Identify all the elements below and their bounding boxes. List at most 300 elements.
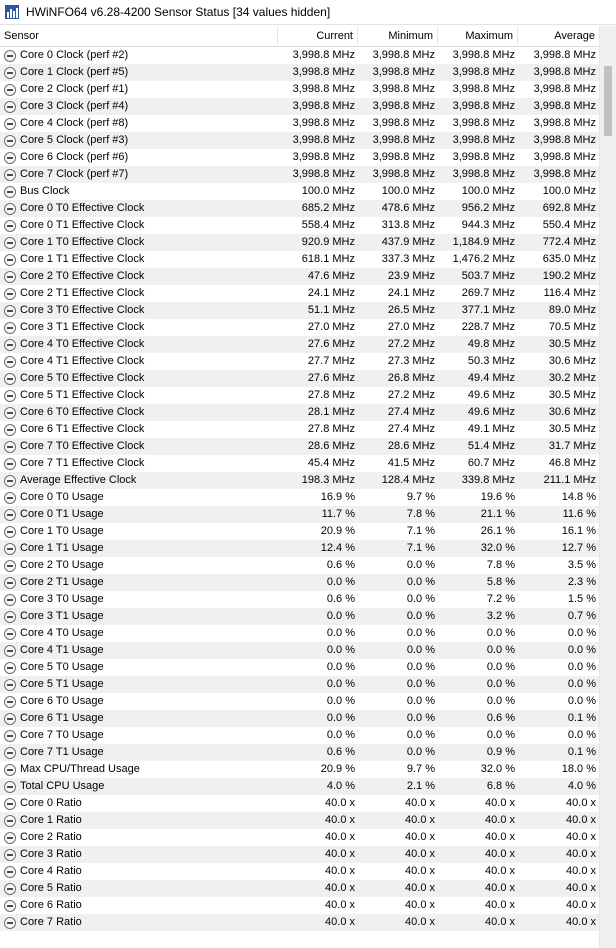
minimum-value: 27.2 MHz bbox=[387, 389, 435, 401]
column-header-maximum[interactable]: Maximum bbox=[438, 26, 518, 47]
maximum-value: 21.1 % bbox=[480, 508, 515, 520]
table-row[interactable] bbox=[0, 778, 599, 795]
average-value: 89.0 MHz bbox=[548, 304, 596, 316]
sensor-name-cell bbox=[0, 829, 278, 846]
current-value: 20.9 % bbox=[320, 525, 355, 537]
maximum-value: 0.0 % bbox=[486, 695, 515, 707]
average-value: 550.4 MHz bbox=[542, 219, 596, 231]
table-row[interactable] bbox=[0, 761, 599, 778]
table-row[interactable] bbox=[0, 336, 599, 353]
table-row[interactable] bbox=[0, 438, 599, 455]
sensor-name-cell bbox=[0, 404, 278, 421]
sensor-name-cell bbox=[0, 285, 278, 302]
sensor-gauge-icon bbox=[4, 169, 16, 181]
current-value: 3,998.8 MHz bbox=[292, 49, 355, 61]
sensor-gauge-icon bbox=[4, 628, 16, 640]
sensor-gauge-icon bbox=[4, 288, 16, 300]
sensor-gauge-icon bbox=[4, 441, 16, 453]
average-value: 0.7 % bbox=[567, 610, 596, 622]
sensor-label: Core 5 T1 Effective Clock bbox=[20, 389, 145, 401]
table-row[interactable] bbox=[0, 132, 599, 149]
sensor-label: Core 7 T0 Usage bbox=[20, 729, 104, 741]
sensor-label: Core 0 T1 Usage bbox=[20, 508, 104, 520]
average-value: 3,998.8 MHz bbox=[533, 168, 596, 180]
sensor-gauge-icon bbox=[4, 849, 16, 861]
sensor-name-cell bbox=[0, 744, 278, 761]
table-row[interactable] bbox=[0, 98, 599, 115]
sensor-label: Core 2 T0 Effective Clock bbox=[20, 270, 145, 282]
minimum-value: 313.8 MHz bbox=[381, 219, 435, 231]
current-value: 0.0 % bbox=[326, 627, 355, 639]
sensor-name-cell bbox=[0, 183, 278, 200]
current-value: 27.7 MHz bbox=[307, 355, 355, 367]
sensor-label: Core 2 T1 Effective Clock bbox=[20, 287, 145, 299]
current-value: 0.0 % bbox=[326, 678, 355, 690]
current-value: 16.9 % bbox=[320, 491, 355, 503]
maximum-value: 50.3 MHz bbox=[467, 355, 515, 367]
sensor-label: Core 1 T1 Effective Clock bbox=[20, 253, 145, 265]
sensor-label: Core 3 Ratio bbox=[20, 848, 82, 860]
sensor-label: Core 2 T1 Usage bbox=[20, 576, 104, 588]
table-row[interactable] bbox=[0, 659, 599, 676]
minimum-value: 26.5 MHz bbox=[387, 304, 435, 316]
vertical-scrollbar[interactable] bbox=[599, 26, 616, 948]
sensor-name-cell bbox=[0, 489, 278, 506]
sensor-label: Core 7 Ratio bbox=[20, 916, 82, 928]
column-header-current[interactable]: Current bbox=[278, 26, 358, 47]
current-value: 920.9 MHz bbox=[301, 236, 355, 248]
sensor-name-cell bbox=[0, 64, 278, 81]
sensor-gauge-icon bbox=[4, 815, 16, 827]
maximum-value: 3,998.8 MHz bbox=[452, 49, 515, 61]
maximum-value: 3,998.8 MHz bbox=[452, 117, 515, 129]
minimum-value: 27.2 MHz bbox=[387, 338, 435, 350]
table-row[interactable] bbox=[0, 370, 599, 387]
sensor-gauge-icon bbox=[4, 373, 16, 385]
sensor-gauge-icon bbox=[4, 356, 16, 368]
average-value: 40.0 x bbox=[566, 831, 596, 843]
table-row[interactable] bbox=[0, 268, 599, 285]
sensor-gauge-icon bbox=[4, 747, 16, 759]
current-value: 618.1 MHz bbox=[301, 253, 355, 265]
table-row[interactable] bbox=[0, 642, 599, 659]
table-row[interactable] bbox=[0, 319, 599, 336]
sensor-label: Max CPU/Thread Usage bbox=[20, 763, 140, 775]
table-row[interactable] bbox=[0, 506, 599, 523]
hwinfo-app-icon bbox=[4, 4, 20, 20]
sensor-label: Core 1 Clock (perf #5) bbox=[20, 66, 129, 78]
sensor-name-cell bbox=[0, 863, 278, 880]
table-row[interactable] bbox=[0, 897, 599, 914]
column-header-minimum[interactable]: Minimum bbox=[358, 26, 438, 47]
average-value: 40.0 x bbox=[566, 797, 596, 809]
current-value: 51.1 MHz bbox=[307, 304, 355, 316]
average-value: 40.0 x bbox=[566, 848, 596, 860]
current-value: 685.2 MHz bbox=[301, 202, 355, 214]
current-value: 0.0 % bbox=[326, 729, 355, 741]
average-value: 772.4 MHz bbox=[542, 236, 596, 248]
sensor-gauge-icon bbox=[4, 645, 16, 657]
sensor-table bbox=[0, 26, 599, 931]
table-row[interactable] bbox=[0, 489, 599, 506]
window-bottom-edge bbox=[0, 934, 599, 948]
sensor-name-cell bbox=[0, 676, 278, 693]
current-value: 28.6 MHz bbox=[307, 440, 355, 452]
table-row[interactable] bbox=[0, 421, 599, 438]
sensor-name-cell bbox=[0, 693, 278, 710]
column-header-sensor[interactable]: Sensor bbox=[0, 26, 278, 47]
minimum-value: 0.0 % bbox=[406, 576, 435, 588]
sensor-name-cell bbox=[0, 166, 278, 183]
table-row[interactable] bbox=[0, 285, 599, 302]
average-value: 3,998.8 MHz bbox=[533, 83, 596, 95]
sensor-label: Core 3 Clock (perf #4) bbox=[20, 100, 129, 112]
sensor-name-cell bbox=[0, 880, 278, 897]
minimum-value: 2.1 % bbox=[406, 780, 435, 792]
table-row[interactable] bbox=[0, 217, 599, 234]
sensor-label: Core 7 Clock (perf #7) bbox=[20, 168, 129, 180]
sensor-label: Core 4 Ratio bbox=[20, 865, 82, 877]
minimum-value: 27.0 MHz bbox=[387, 321, 435, 333]
table-row[interactable] bbox=[0, 693, 599, 710]
current-value: 3,998.8 MHz bbox=[292, 134, 355, 146]
current-value: 3,998.8 MHz bbox=[292, 83, 355, 95]
sensor-gauge-icon bbox=[4, 662, 16, 674]
current-value: 0.0 % bbox=[326, 610, 355, 622]
table-row[interactable] bbox=[0, 387, 599, 404]
maximum-value: 0.0 % bbox=[486, 678, 515, 690]
minimum-value: 27.3 MHz bbox=[387, 355, 435, 367]
minimum-value: 9.7 % bbox=[406, 491, 435, 503]
current-value: 40.0 x bbox=[325, 882, 355, 894]
minimum-value: 27.4 MHz bbox=[387, 423, 435, 435]
table-header bbox=[0, 26, 599, 47]
current-value: 27.6 MHz bbox=[307, 372, 355, 384]
maximum-value: 32.0 % bbox=[480, 763, 515, 775]
table-row[interactable] bbox=[0, 591, 599, 608]
average-value: 3,998.8 MHz bbox=[533, 66, 596, 78]
current-value: 0.0 % bbox=[326, 712, 355, 724]
sensor-name-cell bbox=[0, 149, 278, 166]
sensor-gauge-icon bbox=[4, 390, 16, 402]
maximum-value: 19.6 % bbox=[480, 491, 515, 503]
maximum-value: 944.3 MHz bbox=[461, 219, 515, 231]
current-value: 27.8 MHz bbox=[307, 389, 355, 401]
maximum-value: 3.2 % bbox=[486, 610, 515, 622]
sensor-gauge-icon bbox=[4, 866, 16, 878]
sensor-gauge-icon bbox=[4, 84, 16, 96]
current-value: 27.8 MHz bbox=[307, 423, 355, 435]
sensor-name-cell bbox=[0, 353, 278, 370]
sensor-label: Core 1 Ratio bbox=[20, 814, 82, 826]
sensor-label: Core 7 T1 Effective Clock bbox=[20, 457, 145, 469]
average-value: 3.5 % bbox=[567, 559, 596, 571]
table-row[interactable] bbox=[0, 166, 599, 183]
average-value: 692.8 MHz bbox=[542, 202, 596, 214]
sensor-label: Core 4 Clock (perf #8) bbox=[20, 117, 129, 129]
scrollbar-thumb[interactable] bbox=[604, 66, 612, 136]
minimum-value: 23.9 MHz bbox=[387, 270, 435, 282]
maximum-value: 228.7 MHz bbox=[461, 321, 515, 333]
sensor-name-cell bbox=[0, 217, 278, 234]
table-row[interactable] bbox=[0, 115, 599, 132]
table-row[interactable] bbox=[0, 81, 599, 98]
sensor-label: Core 6 T1 Usage bbox=[20, 712, 104, 724]
maximum-value: 49.6 MHz bbox=[467, 406, 515, 418]
sensor-label: Average Effective Clock bbox=[20, 474, 137, 486]
current-value: 40.0 x bbox=[325, 865, 355, 877]
minimum-value: 437.9 MHz bbox=[381, 236, 435, 248]
table-row[interactable] bbox=[0, 557, 599, 574]
sensor-gauge-icon bbox=[4, 203, 16, 215]
table-row[interactable] bbox=[0, 251, 599, 268]
minimum-value: 0.0 % bbox=[406, 712, 435, 724]
minimum-value: 40.0 x bbox=[405, 899, 435, 911]
table-row[interactable] bbox=[0, 234, 599, 251]
sensor-name-cell bbox=[0, 608, 278, 625]
minimum-value: 0.0 % bbox=[406, 695, 435, 707]
current-value: 198.3 MHz bbox=[301, 474, 355, 486]
average-value: 3,998.8 MHz bbox=[533, 117, 596, 129]
maximum-value: 40.0 x bbox=[485, 916, 515, 928]
sensor-gauge-icon bbox=[4, 118, 16, 130]
table-row[interactable] bbox=[0, 302, 599, 319]
sensor-gauge-icon bbox=[4, 492, 16, 504]
maximum-value: 49.6 MHz bbox=[467, 389, 515, 401]
sensor-name-cell bbox=[0, 506, 278, 523]
current-value: 0.6 % bbox=[326, 593, 355, 605]
sensor-gauge-icon bbox=[4, 781, 16, 793]
maximum-value: 40.0 x bbox=[485, 814, 515, 826]
current-value: 4.0 % bbox=[326, 780, 355, 792]
sensor-label: Core 1 T0 Effective Clock bbox=[20, 236, 145, 248]
minimum-value: 40.0 x bbox=[405, 848, 435, 860]
sensor-label: Core 3 T0 Effective Clock bbox=[20, 304, 145, 316]
minimum-value: 0.0 % bbox=[406, 559, 435, 571]
current-value: 27.6 MHz bbox=[307, 338, 355, 350]
sensor-gauge-icon bbox=[4, 322, 16, 334]
sensor-label: Core 6 Ratio bbox=[20, 899, 82, 911]
sensor-name-cell bbox=[0, 812, 278, 829]
sensor-gauge-icon bbox=[4, 917, 16, 929]
sensor-label: Core 0 T1 Effective Clock bbox=[20, 219, 145, 231]
sensor-label: Core 6 T0 Effective Clock bbox=[20, 406, 145, 418]
average-value: 40.0 x bbox=[566, 865, 596, 877]
table-row[interactable] bbox=[0, 574, 599, 591]
minimum-value: 24.1 MHz bbox=[387, 287, 435, 299]
table-row[interactable] bbox=[0, 472, 599, 489]
sensor-name-cell bbox=[0, 557, 278, 574]
maximum-value: 3,998.8 MHz bbox=[452, 168, 515, 180]
sensor-name-cell bbox=[0, 897, 278, 914]
sensor-name-cell bbox=[0, 540, 278, 557]
current-value: 0.6 % bbox=[326, 559, 355, 571]
sensor-label: Core 4 T1 Effective Clock bbox=[20, 355, 145, 367]
current-value: 40.0 x bbox=[325, 797, 355, 809]
current-value: 20.9 % bbox=[320, 763, 355, 775]
average-value: 211.1 MHz bbox=[543, 474, 596, 486]
minimum-value: 3,998.8 MHz bbox=[372, 151, 435, 163]
minimum-value: 27.4 MHz bbox=[387, 406, 435, 418]
minimum-value: 0.0 % bbox=[406, 729, 435, 741]
column-header-average[interactable]: Average bbox=[554, 30, 595, 42]
sensor-label: Core 6 Clock (perf #6) bbox=[20, 151, 129, 163]
maximum-value: 40.0 x bbox=[485, 882, 515, 894]
table-row[interactable] bbox=[0, 744, 599, 761]
sensor-label: Core 4 T0 Usage bbox=[20, 627, 104, 639]
sensor-label: Core 5 T0 Effective Clock bbox=[20, 372, 145, 384]
sensor-gauge-icon bbox=[4, 713, 16, 725]
sensor-name-cell bbox=[0, 659, 278, 676]
current-value: 558.4 MHz bbox=[301, 219, 355, 231]
maximum-value: 6.8 % bbox=[486, 780, 515, 792]
sensor-name-cell bbox=[0, 778, 278, 795]
sensor-gauge-icon bbox=[4, 424, 16, 436]
sensor-label: Core 6 T1 Effective Clock bbox=[20, 423, 145, 435]
current-value: 24.1 MHz bbox=[307, 287, 355, 299]
sensor-label: Core 1 T1 Usage bbox=[20, 542, 104, 554]
table-row[interactable] bbox=[0, 64, 599, 81]
sensor-gauge-icon bbox=[4, 832, 16, 844]
current-value: 0.6 % bbox=[326, 746, 355, 758]
table-row[interactable] bbox=[0, 47, 599, 64]
average-value: 31.7 MHz bbox=[548, 440, 596, 452]
table-row[interactable] bbox=[0, 149, 599, 166]
sensor-name-cell bbox=[0, 387, 278, 404]
sensor-gauge-icon bbox=[4, 798, 16, 810]
average-value: 18.0 % bbox=[561, 763, 596, 775]
current-value: 3,998.8 MHz bbox=[292, 151, 355, 163]
sensor-label: Core 3 T0 Usage bbox=[20, 593, 104, 605]
minimum-value: 28.6 MHz bbox=[387, 440, 435, 452]
current-value: 40.0 x bbox=[325, 899, 355, 911]
sensor-gauge-icon bbox=[4, 254, 16, 266]
maximum-value: 3,998.8 MHz bbox=[452, 134, 515, 146]
sensor-gauge-icon bbox=[4, 186, 16, 198]
sensor-gauge-icon bbox=[4, 475, 16, 487]
table-row[interactable] bbox=[0, 863, 599, 880]
table-row[interactable] bbox=[0, 540, 599, 557]
average-value: 3,998.8 MHz bbox=[533, 151, 596, 163]
table-row[interactable] bbox=[0, 795, 599, 812]
average-value: 12.7 % bbox=[561, 542, 596, 554]
current-value: 3,998.8 MHz bbox=[292, 117, 355, 129]
maximum-value: 49.4 MHz bbox=[467, 372, 515, 384]
sensor-label: Core 7 T0 Effective Clock bbox=[20, 440, 145, 452]
maximum-value: 3,998.8 MHz bbox=[452, 83, 515, 95]
current-value: 40.0 x bbox=[325, 814, 355, 826]
current-value: 47.6 MHz bbox=[307, 270, 355, 282]
sensor-gauge-icon bbox=[4, 101, 16, 113]
maximum-value: 100.0 MHz bbox=[461, 185, 515, 197]
minimum-value: 3,998.8 MHz bbox=[372, 134, 435, 146]
table-row[interactable] bbox=[0, 625, 599, 642]
maximum-value: 51.4 MHz bbox=[467, 440, 515, 452]
sensor-name-cell bbox=[0, 642, 278, 659]
sensor-name-cell bbox=[0, 438, 278, 455]
table-row[interactable] bbox=[0, 880, 599, 897]
maximum-value: 1,184.9 MHz bbox=[452, 236, 515, 248]
table-row[interactable] bbox=[0, 200, 599, 217]
average-value: 4.0 % bbox=[567, 780, 596, 792]
maximum-value: 956.2 MHz bbox=[461, 202, 515, 214]
current-value: 45.4 MHz bbox=[307, 457, 355, 469]
current-value: 40.0 x bbox=[325, 916, 355, 928]
average-value: 100.0 MHz bbox=[542, 185, 596, 197]
table-row[interactable] bbox=[0, 914, 599, 931]
sensor-label: Core 4 T0 Effective Clock bbox=[20, 338, 145, 350]
sensor-label: Core 5 Clock (perf #3) bbox=[20, 134, 129, 146]
table-row[interactable] bbox=[0, 676, 599, 693]
maximum-value: 7.8 % bbox=[486, 559, 515, 571]
current-value: 27.0 MHz bbox=[307, 321, 355, 333]
sensor-name-cell bbox=[0, 268, 278, 285]
maximum-value: 7.2 % bbox=[486, 593, 515, 605]
table-row[interactable] bbox=[0, 183, 599, 200]
minimum-value: 40.0 x bbox=[405, 882, 435, 894]
maximum-value: 1,476.2 MHz bbox=[452, 253, 515, 265]
maximum-value: 3,998.8 MHz bbox=[452, 100, 515, 112]
table-row[interactable] bbox=[0, 727, 599, 744]
average-value: 0.0 % bbox=[567, 678, 596, 690]
current-value: 40.0 x bbox=[325, 848, 355, 860]
table-row[interactable] bbox=[0, 710, 599, 727]
minimum-value: 0.0 % bbox=[406, 661, 435, 673]
average-value: 11.6 % bbox=[562, 508, 596, 520]
table-row[interactable] bbox=[0, 455, 599, 472]
maximum-value: 3,998.8 MHz bbox=[452, 151, 515, 163]
table-row[interactable] bbox=[0, 846, 599, 863]
table-row[interactable] bbox=[0, 523, 599, 540]
table-row[interactable] bbox=[0, 829, 599, 846]
minimum-value: 3,998.8 MHz bbox=[372, 83, 435, 95]
sensor-name-cell bbox=[0, 370, 278, 387]
sensor-label: Core 2 Clock (perf #1) bbox=[20, 83, 129, 95]
table-row[interactable] bbox=[0, 353, 599, 370]
sensor-name-cell bbox=[0, 251, 278, 268]
average-value: 1.5 % bbox=[567, 593, 596, 605]
sensor-gauge-icon bbox=[4, 526, 16, 538]
sensor-gauge-icon bbox=[4, 50, 16, 62]
maximum-value: 0.0 % bbox=[486, 729, 515, 741]
table-row[interactable] bbox=[0, 608, 599, 625]
table-row[interactable] bbox=[0, 404, 599, 421]
sensor-name-cell bbox=[0, 455, 278, 472]
table-row[interactable] bbox=[0, 812, 599, 829]
sensor-label: Core 5 T0 Usage bbox=[20, 661, 104, 673]
sensor-name-cell bbox=[0, 795, 278, 812]
average-value: 30.5 MHz bbox=[548, 338, 596, 350]
sensor-gauge-icon bbox=[4, 220, 16, 232]
minimum-value: 9.7 % bbox=[406, 763, 435, 775]
maximum-value: 32.0 % bbox=[480, 542, 515, 554]
maximum-value: 40.0 x bbox=[485, 899, 515, 911]
average-value: 30.5 MHz bbox=[548, 423, 596, 435]
maximum-value: 49.1 MHz bbox=[467, 423, 515, 435]
maximum-value: 49.8 MHz bbox=[467, 338, 515, 350]
sensor-label: Core 2 Ratio bbox=[20, 831, 82, 843]
sensor-gauge-icon bbox=[4, 407, 16, 419]
sensor-label: Core 4 T1 Usage bbox=[20, 644, 104, 656]
sensor-label: Total CPU Usage bbox=[20, 780, 105, 792]
maximum-value: 0.0 % bbox=[486, 661, 515, 673]
average-value: 46.8 MHz bbox=[548, 457, 596, 469]
sensor-name-cell bbox=[0, 115, 278, 132]
average-value: 30.5 MHz bbox=[548, 389, 596, 401]
maximum-value: 0.9 % bbox=[486, 746, 515, 758]
current-value: 100.0 MHz bbox=[301, 185, 355, 197]
sensor-gauge-icon bbox=[4, 679, 16, 691]
